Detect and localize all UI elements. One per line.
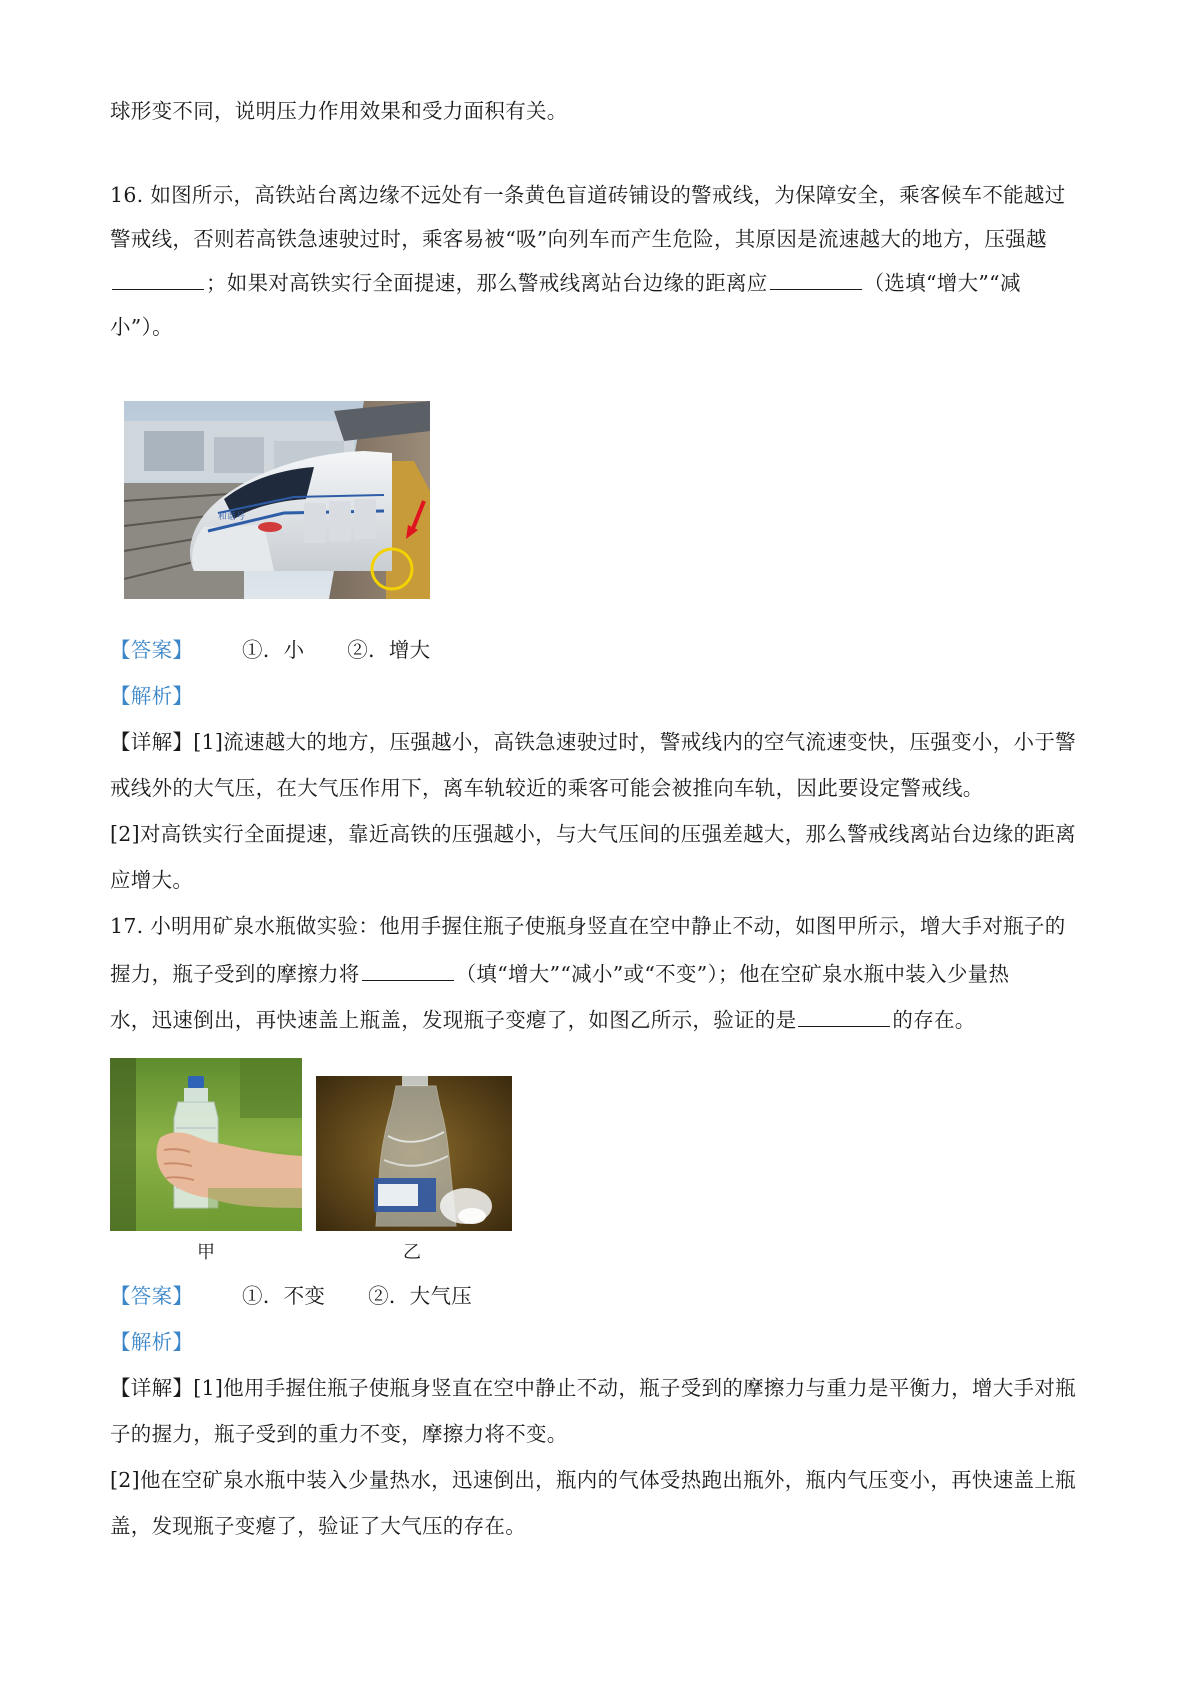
train-photo xyxy=(124,401,430,599)
q16-line-2: 警戒线，否则若高铁急速驶过时，乘客易被“吸”向列车而产生危险，其原因是流速越大的地方，压强越 xyxy=(110,227,1047,251)
q17-detail-1: 【详解】[1]他用手握住瓶子使瓶身竖直在空中静止不动，瓶子受到的摩擦力与重力是平衡力，增大手对瓶 xyxy=(110,1376,1076,1400)
q17-line-3-end: 的存在。 xyxy=(892,1008,976,1032)
caption-b: 乙 xyxy=(403,1242,421,1263)
q16-detail-2: 戒线外的大气压，在大气压作用下，离车轨较近的乘客可能会被推向车轨，因此要设定警戒线。 xyxy=(110,776,984,800)
q17-line-3-start: 水，迅速倒出，再快速盖上瓶盖，发现瓶子变瘪了，如图乙所示，验证的是 xyxy=(110,1008,797,1032)
q16-answer-1: ①．小 xyxy=(242,638,305,662)
crushed-bottle-illustration xyxy=(316,1076,512,1231)
q16-answer-line xyxy=(110,636,1090,664)
q16-line-3-end: （选填“增大”“减 xyxy=(863,271,1021,295)
train-illustration xyxy=(124,401,430,599)
q16-line-3-mid: ；如果对高铁实行全面提速，那么警戒线离站台边缘的距离应 xyxy=(206,271,768,295)
q17-line-2-start: 握力，瓶子受到的摩擦力将 xyxy=(110,962,360,986)
q17-line-2-end: （填“增大”“减小”或“不变”）；他在空矿泉水瓶中装入少量热 xyxy=(455,962,1010,986)
train-sign-text: 和谐号 xyxy=(218,512,246,522)
q17-detail-2: 子的握力，瓶子受到的重力不变，摩擦力将不变。 xyxy=(110,1422,568,1446)
q16-line-4: 小”）。 xyxy=(110,315,173,339)
intro-line: 球形变不同，说明压力作用效果和受力面积有关。 xyxy=(110,99,568,123)
hand-holding-bottle-illustration xyxy=(110,1058,302,1231)
q17-answer-1: ①．不变 xyxy=(242,1284,326,1308)
caption-a: 甲 xyxy=(197,1242,215,1263)
q17-blank-2 xyxy=(798,1008,890,1027)
q17-line-1: 17. 小明用矿泉水瓶做实验：他用手握住瓶子使瓶身竖直在空中静止不动，如图甲所示，增大手对瓶子的 xyxy=(110,914,1066,938)
q17-blank-1 xyxy=(362,962,454,981)
q16-line-1: 16. 如图所示，高铁站台离边缘不远处有一条黄色盲道砖铺设的警戒线，为保障安全，乘客候车不能越过 xyxy=(110,183,1066,207)
q17-analysis-tag: 【解析】 xyxy=(110,1330,194,1354)
q16-detail-3: [2]对高铁实行全面提速，靠近高铁的压强越小，与大气压间的压强差越大，那么警戒线离站台边缘的距离 xyxy=(110,822,1076,846)
bottle-photo-b xyxy=(316,1076,512,1231)
q17-line-2 xyxy=(110,960,1090,988)
q16-blank-1 xyxy=(112,271,204,290)
q16-detail-1: 【详解】[1]流速越大的地方，压强越小，高铁急速驶过时，警戒线内的空气流速变快，压强变小，小于警 xyxy=(110,730,1076,754)
q17-line-3 xyxy=(110,1006,1090,1034)
q17-detail-3: [2]他在空矿泉水瓶中装入少量热水，迅速倒出，瓶内的气体受热跑出瓶外，瓶内气压变小，再快速盖上瓶 xyxy=(110,1468,1076,1492)
q16-analysis-tag: 【解析】 xyxy=(110,684,194,708)
q16-blank-2 xyxy=(770,271,862,290)
q17-answer-2: ②．大气压 xyxy=(368,1284,473,1308)
bottle-photo-a xyxy=(110,1058,302,1231)
q16-detail-4: 应增大。 xyxy=(110,868,194,892)
q17-answer-tag: 【答案】 xyxy=(110,1284,194,1308)
q16-answer-tag: 【答案】 xyxy=(110,638,194,662)
q17-answer-line xyxy=(110,1282,1090,1310)
q16-answer-2: ②．增大 xyxy=(347,638,431,662)
q16-line-3 xyxy=(110,269,1090,297)
q17-detail-4: 盖，发现瓶子变瘪了，验证了大气压的存在。 xyxy=(110,1514,526,1538)
